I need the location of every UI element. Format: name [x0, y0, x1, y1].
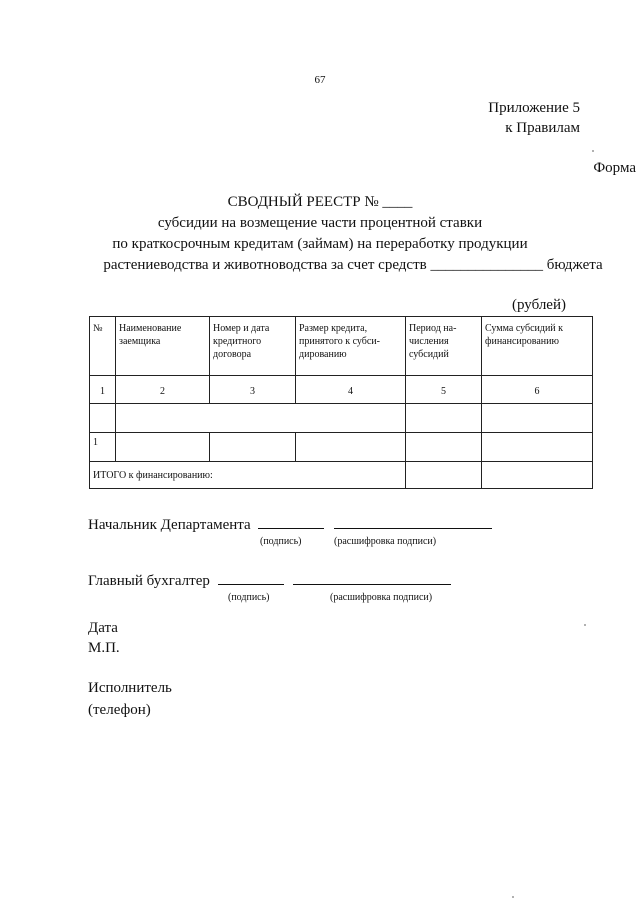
title-line-3: по краткосрочным кредитам (займам) на переработку продукции [112, 236, 528, 252]
document-title [0, 192, 640, 276]
column-number: 1 [90, 376, 116, 404]
phone-label: (телефон) [88, 702, 151, 718]
appendix-line-2: к Правилам [505, 120, 580, 136]
table-cell [296, 433, 406, 462]
form-label: Форма [593, 160, 636, 176]
table-cell [210, 433, 296, 462]
column-number-row [90, 376, 593, 404]
table-cell [482, 433, 593, 462]
accountant-decode-caption: (расшифровка подписи) [330, 592, 433, 603]
registry-table [89, 316, 593, 489]
header-contract: Номер и дата кредитного договора [210, 317, 296, 376]
appendix-reference [488, 98, 580, 138]
row-number-cell: 1 [90, 433, 116, 462]
head-decode-blank [334, 514, 492, 529]
header-period: Период на-числения субсидий [406, 317, 482, 376]
table-cell [482, 404, 593, 433]
head-sign-caption: (подпись) [260, 536, 302, 547]
column-number: 3 [210, 376, 296, 404]
header-subsidy-sum: Сумма субсидий к финансированию [482, 317, 593, 376]
table-row [90, 404, 593, 433]
appendix-line-1: Приложение 5 [488, 100, 580, 116]
header-borrower: Наименование заемщика [116, 317, 210, 376]
title-line-1: СВОДНЫЙ РЕЕСТР № ____ [227, 194, 413, 210]
accountant-sign-caption: (подпись) [228, 592, 270, 603]
header-credit-amount: Размер кредита, принятого к субси-дированию [296, 317, 406, 376]
column-number: 6 [482, 376, 593, 404]
table-cell-merged [116, 404, 406, 433]
date-label: Дата [88, 620, 118, 636]
title-line-2: субсидии на возмещение части процентной ставки [157, 215, 483, 231]
table-cell [90, 404, 116, 433]
scan-speck [584, 624, 586, 626]
column-number: 5 [406, 376, 482, 404]
total-cell [406, 462, 482, 489]
total-cell [482, 462, 593, 489]
accountant-decode-blank [293, 570, 451, 585]
scan-speck [512, 896, 514, 898]
units-label: (рублей) [511, 297, 566, 313]
header-number: № [90, 317, 116, 376]
table-header-row [90, 317, 593, 376]
table-cell [406, 433, 482, 462]
table-row [90, 433, 593, 462]
head-signature-line [88, 514, 492, 534]
stamp-label: М.П. [88, 640, 120, 656]
scan-speck [592, 150, 594, 152]
total-label: ИТОГО к финансированию: [90, 462, 406, 489]
executor-label: Исполнитель [88, 680, 172, 696]
column-number: 2 [116, 376, 210, 404]
table-cell [406, 404, 482, 433]
accountant-label: Главный бухгалтер [88, 573, 210, 589]
total-row [90, 462, 593, 489]
head-decode-caption: (расшифровка подписи) [334, 536, 437, 547]
accountant-signature-line [88, 570, 451, 590]
title-line-4: растениеводства и животноводства за счет средств _______________ бюджета [103, 257, 603, 273]
column-number: 4 [296, 376, 406, 404]
head-label: Начальник Департамента [88, 517, 251, 533]
head-sign-blank [258, 514, 324, 529]
page-number: 67 [314, 74, 326, 86]
accountant-sign-blank [218, 570, 284, 585]
table-cell [116, 433, 210, 462]
